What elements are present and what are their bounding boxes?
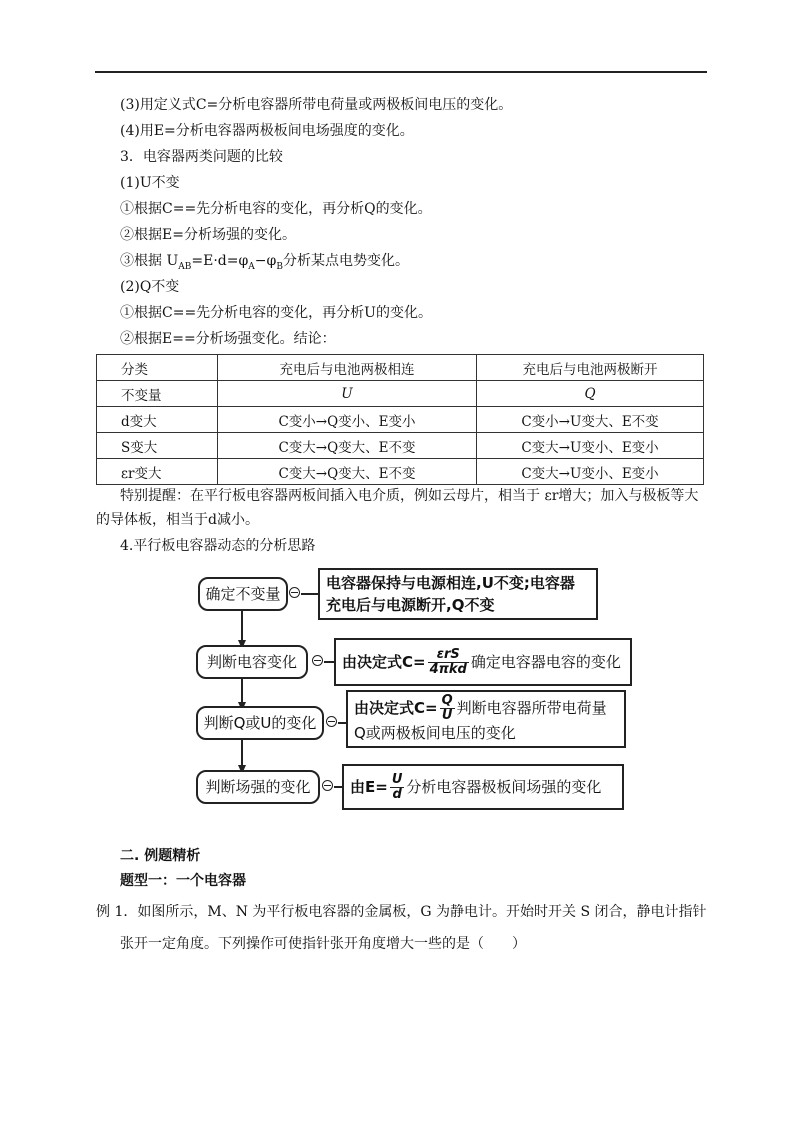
flow-step-judge-field: 判断场强的变化 [196, 770, 320, 804]
flow-desc-line: 电容器保持与电源相连,U不变;电容器 [326, 574, 575, 592]
connector-icon [289, 587, 300, 598]
note-line-2: 的导体板，相当于d减小。 [96, 512, 259, 528]
rule-u-3: ③根据 $U_{AB}=E\cdot d=\varphi_A-\varphi_B$分析某点电势变化。 [120, 253, 409, 272]
flow-desc-field [342, 764, 624, 810]
table-cell: εr变大 [97, 459, 218, 485]
table-cell: C变大→U变小、E变小 [477, 459, 704, 485]
header-rule [95, 71, 707, 73]
note-line-1: 特别提醒：在平行板电容器两板间插入电介质，例如云母片，相当于 εr增大；加入与极板等大 [120, 488, 699, 504]
flow-desc-q-or-u [346, 690, 626, 748]
example-1-line-1: 例 1．如图所示，M、N 为平行板电容器的金属板，G 为静电计。开始时开关 S 闭合，静电计指针 [96, 904, 707, 920]
example-1-line-2: 张开一定角度。下列操作可使指针张开角度增大一些的是（ ） [120, 936, 526, 952]
table-header-cell: 分类 [97, 355, 218, 381]
table-header-cell: 充电后与电池两极相连 [218, 355, 477, 381]
connector-line [324, 661, 334, 663]
flow-desc-line: 充电后与电源断开,Q不变 [326, 596, 495, 614]
flow-step-determine-invariant: 确定不变量 [198, 577, 288, 611]
case-u-constant: (1)U不变 [120, 175, 180, 191]
table-header-cell: 充电后与电池两极断开 [477, 355, 704, 381]
connector-line [301, 593, 318, 595]
connector-line [334, 786, 342, 788]
table-cell: d变大 [97, 407, 218, 433]
connector-icon [322, 780, 333, 791]
topic-1-title: 题型一：一个电容器 [120, 873, 246, 889]
table-row [97, 381, 704, 407]
section-2-title: 二. 例题精析 [120, 848, 201, 864]
flow-desc-text: 由决定式C= [354, 699, 438, 717]
comparison-table [96, 354, 704, 485]
flow-desc-line: Q或两极板间电压的变化 [354, 724, 516, 742]
flow-desc-text: 分析电容器极板间场强的变化 [406, 778, 602, 796]
fraction-denominator: d [392, 787, 402, 802]
rule-u-1: ①根据C==先分析电容的变化，再分析Q的变化。 [120, 201, 432, 217]
flow-step-judge-q-or-u: 判断Q或U的变化 [196, 706, 324, 740]
flow-desc-text: 由E= [350, 778, 388, 796]
capacitance-formula-fraction [428, 648, 469, 677]
table-row [97, 407, 704, 433]
rule-u-2: ②根据E=分析场强的变化。 [120, 227, 296, 243]
qu-formula-fraction [440, 694, 455, 723]
fraction-numerator: εrS [428, 648, 469, 663]
connector-icon [312, 655, 323, 666]
fraction-denominator: U [441, 708, 453, 723]
fraction-numerator: Q [441, 693, 453, 708]
table-header-row [97, 355, 704, 381]
table-row [97, 459, 704, 485]
flow-desc-invariant [318, 568, 598, 620]
table-cell: Q [477, 381, 704, 407]
rule-q-2: ②根据E==分析场强变化。结论： [120, 331, 336, 347]
field-formula-fraction [390, 773, 405, 802]
table-cell: 不变量 [97, 381, 218, 407]
text-line-3: (3)用定义式C=分析电容器所带电荷量或两极板间电压的变化。 [120, 97, 513, 113]
table-cell: C变大→U变小、E变小 [477, 433, 704, 459]
flow-desc-line [354, 694, 618, 723]
flow-desc-text: 确定电容器电容的变化 [470, 653, 621, 671]
flow-desc-text: 由决定式C= [342, 653, 426, 671]
rule-q-1: ①根据C==先分析电容的变化，再分析U的变化。 [120, 305, 432, 321]
table-cell: C变小→U变大、E不变 [477, 407, 704, 433]
connector-line [338, 722, 346, 724]
table-cell: C变大→Q变大、E不变 [218, 459, 477, 485]
table-cell: C变大→Q变大、E不变 [218, 433, 477, 459]
fraction-denominator: 4πkd [429, 662, 467, 677]
flow-desc-text: 判断电容器所带电荷量 [456, 699, 607, 717]
fraction-numerator: U [391, 772, 403, 787]
table-row [97, 433, 704, 459]
table-cell: C变小→Q变小、E变小 [218, 407, 477, 433]
flow-desc-capacitance [334, 638, 632, 686]
text-line-4: (4)用E=分析电容器两极板间电场强度的变化。 [120, 123, 414, 139]
case-q-constant: (2)Q不变 [120, 279, 180, 295]
table-cell: S变大 [97, 433, 218, 459]
subsection-3-title: 3．电容器两类问题的比较 [120, 149, 283, 165]
flow-step-judge-capacitance: 判断电容变化 [196, 645, 308, 679]
connector-icon [326, 716, 337, 727]
section-4-title: 4.平行板电容器动态的分析思路 [120, 538, 316, 554]
table-cell: U [218, 381, 477, 407]
